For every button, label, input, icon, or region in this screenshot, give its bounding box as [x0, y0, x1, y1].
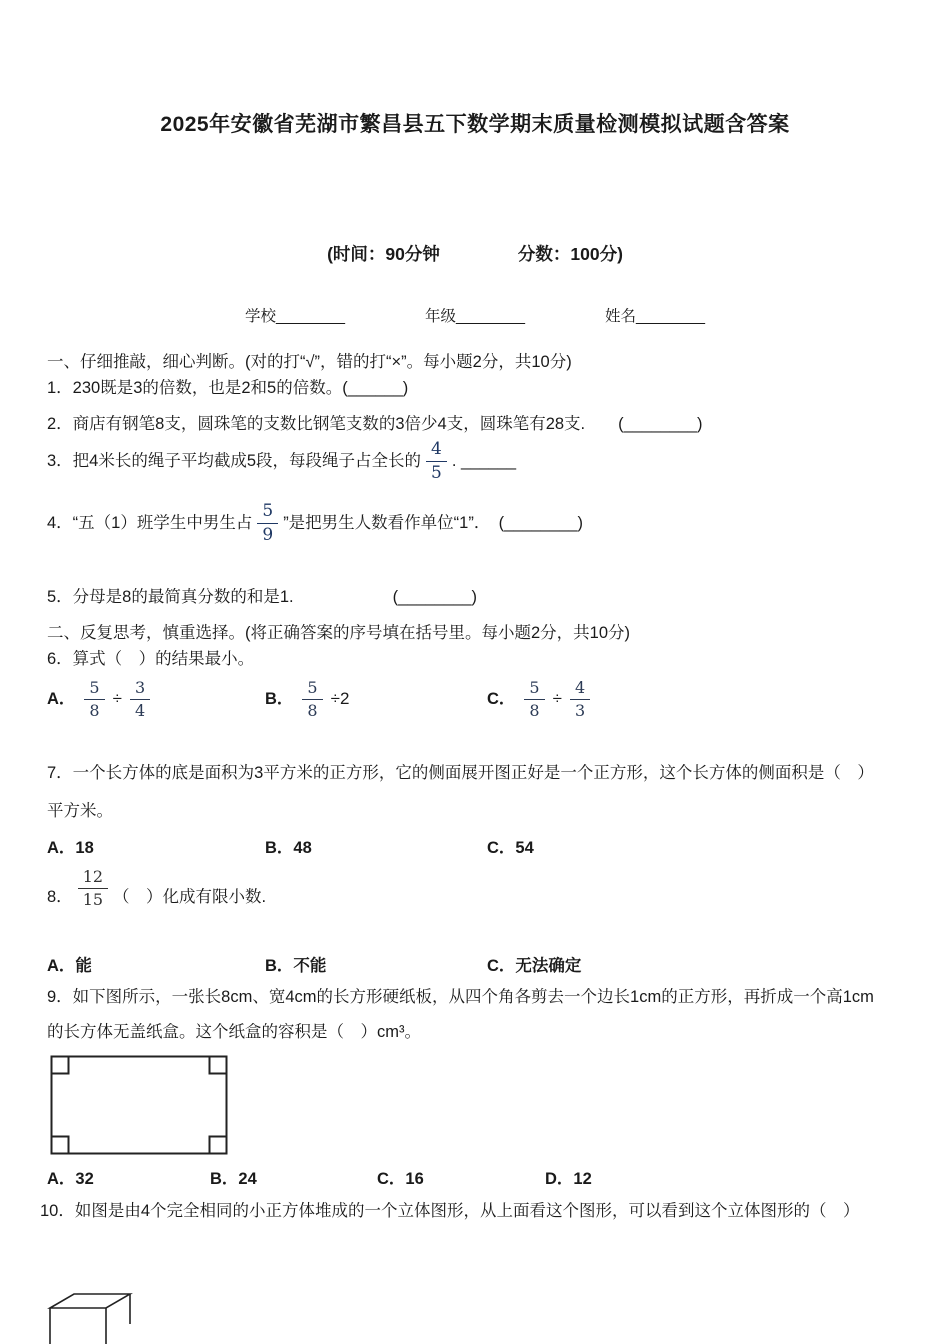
divide-sign: ÷: [552, 689, 562, 708]
question-8-text: （ ）化成有限小数.: [113, 888, 267, 906]
fraction-3-4: $\frac{3}{4}$: [130, 680, 150, 719]
time-label: (时间：90分钟: [327, 244, 440, 264]
question-9-line1: 9．如下图所示，一张长8cm、宽4cm的长方形硬纸板，从四个角各剪去一个边长1cm的正方形，再折成一个高1cm: [47, 988, 874, 1006]
section2-header: 二、反复思考，慎重选择。(将正确答案的序号填在括号里。每小题2分，共10分): [47, 624, 631, 642]
fraction-5-8: $\frac{5}{8}$: [524, 680, 544, 719]
question-4-blank: ”是把男生人数看作单位“1”． (________): [283, 514, 583, 532]
school-blank: 学校________: [245, 308, 346, 325]
divide-sign: ÷: [112, 689, 122, 708]
question-1: 1．230既是3的倍数，也是2和5的倍数。(______): [47, 379, 409, 397]
q6-option-b: [265, 676, 352, 722]
question-9-line2: 的长方体无盖纸盒。这个纸盒的容积是（ ）cm³。: [47, 1023, 421, 1041]
q7-option-a: A．18: [47, 839, 94, 857]
question-7-line1: 7．一个长方体的底是面积为3平方米的正方形，它的侧面展开图正好是一个正方形，这个长方体的侧面积是（ ）: [47, 764, 874, 782]
fraction-12-15: $\frac{12}{15}$: [78, 869, 108, 908]
question-3-blank: . ______: [451, 452, 517, 470]
question-3-text: 3．把4米长的绳子平均截成5段，每段绳子占全长的: [47, 452, 422, 470]
q7-option-b: B．48: [265, 839, 312, 857]
page-title: 2025年安徽省芜湖市繁昌县五下数学期末质量检测模拟试题含答案: [160, 113, 790, 136]
q6-option-a-label: A．: [47, 690, 76, 708]
q9-option-a: A．32: [47, 1170, 94, 1188]
section1-header: 一、仔细推敲，细心判断。(对的打“√”，错的打“×”。每小题2分，共10分): [47, 353, 572, 371]
q10-figure-cube-partial: [44, 1290, 136, 1344]
question-4-text: 4．“五（1）班学生中男生占: [47, 514, 253, 532]
q6-option-c-label: C．: [487, 690, 516, 708]
meta-line: [0, 241, 950, 266]
name-blank: 姓名________: [604, 308, 705, 325]
fraction-5-8: $\frac{5}{8}$: [302, 680, 322, 719]
q9-option-b: B．24: [210, 1170, 257, 1188]
question-10: 10．如图是由4个完全相同的小正方体堆成的一个立体图形，从上面看这个图形，可以看到这个立体图形的（ ）: [40, 1202, 860, 1220]
q8-option-c: C．无法确定: [487, 957, 582, 975]
question-4: [47, 502, 583, 544]
question-2: 2．商店有钢笔8支，圆珠笔的支数比钢笔支数的3倍少4支，圆珠笔有28支. (________): [47, 415, 703, 433]
fraction-4-5: $\frac{4}{5}$: [426, 441, 447, 482]
fraction-4-3: $\frac{4}{3}$: [570, 680, 590, 719]
divide-by-2: ÷2: [330, 689, 350, 708]
question-8: [47, 864, 266, 908]
grade-blank: 年级________: [425, 308, 525, 325]
question-7-line2: 平方米。: [47, 802, 113, 820]
question-3: [47, 440, 516, 482]
score-label: 分数：100分): [517, 244, 623, 264]
q8-option-a: A．能: [47, 957, 92, 975]
q6-option-b-label: B．: [265, 690, 294, 708]
q9-option-c: C．16: [377, 1170, 424, 1188]
q6-option-a: [47, 676, 155, 722]
q9-option-d: D．12: [545, 1170, 592, 1188]
question-6-stem: 6．算式（ ）的结果最小。: [47, 650, 255, 668]
question-8-number: 8．: [47, 888, 73, 906]
fraction-5-8: $\frac{5}{8}$: [84, 680, 104, 719]
question-5: 5．分母是8的最简真分数的和是1. (________): [47, 588, 478, 606]
q6-option-c: [487, 676, 595, 722]
q7-option-c: C．54: [487, 839, 534, 857]
fraction-5-9: $\frac{5}{9}$: [257, 503, 278, 544]
q8-option-b: B．不能: [265, 957, 327, 975]
q9-figure-rectangle-cutout: [50, 1055, 228, 1155]
student-info-fields: [0, 304, 950, 326]
